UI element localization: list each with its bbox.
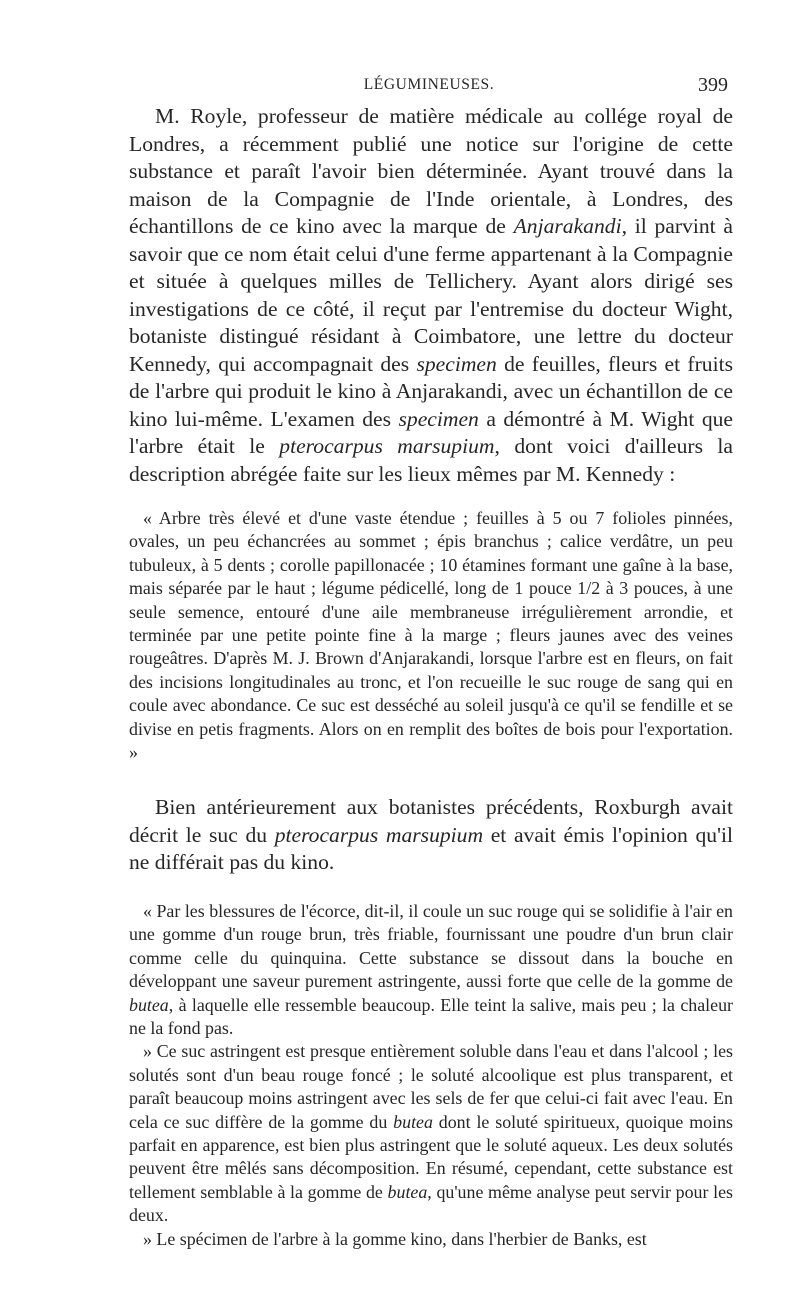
running-title: LÉGUMINEUSES. bbox=[363, 76, 495, 93]
text-run: , qu'une même analyse peut servir pour les deux. bbox=[129, 1181, 733, 1226]
paragraph-roxburgh bbox=[129, 794, 733, 877]
quote-roxburgh-solubility bbox=[129, 1040, 733, 1227]
italic-term: Anjarakandi bbox=[513, 214, 622, 238]
text-run: de feuilles, fleurs et fruits de l'arbre qui produit le kino à Anjarakandi, avec un échantillon de ce kino lui-même. L'examen des bbox=[129, 351, 733, 431]
text-run: M. Royle, professeur de matière médicale au collége royal de Londres, a récemment publié une notice sur l'origine de cette substance et paraît l'avoir bien déterminée. Ayant trouvé dans la maison de la Compagnie de l'Inde orientale, à Londres, des échantillons de ce kino avec la marque de bbox=[129, 104, 733, 238]
text-run: , dont voici d'ailleurs la description abrégée faite sur les lieux mêmes par M. Kennedy : bbox=[129, 434, 734, 486]
page-header bbox=[128, 74, 730, 104]
italic-term: butea bbox=[129, 994, 169, 1015]
quote-banks-herbarium: » Le spécimen de l'arbre à la gomme kino, dans l'herbier de Banks, est bbox=[143, 1228, 647, 1249]
quote-roxburgh-bark bbox=[129, 900, 733, 1040]
text-run: » Ce suc astringent est presque entièrement soluble dans l'eau et dans l'alcool ; les solutés sont d'un beau rouge foncé ; le soluté alcoolique est plus transparent, et paraît beaucoup moins astringent avec les sels de fer que celui-ci fait avec l'eau. En cela ce suc diffère de la gomme du bbox=[129, 1041, 733, 1132]
text-run: a démontré à M. Wight que l'arbre était le bbox=[129, 406, 733, 458]
text-run: , il parvint à savoir que ce nom était celui d'une ferme appartenant à la Compagnie et située à quelques milles de Tellichery. Ayant alors dirigé ses investigations de ce côté, il reçut par l'entremise du docteur Wight, botaniste distingué résidant à Coimbatore, une lettre du docteur Kennedy, qui accompagnait des bbox=[129, 214, 733, 376]
italic-term: specimen bbox=[416, 351, 497, 376]
italic-term: pterocarpus marsupium bbox=[274, 822, 484, 847]
page-number: 399 bbox=[698, 74, 728, 96]
body-text bbox=[129, 103, 733, 1251]
text-run: « Par les blessures de l'écorce, dit-il, il coule un suc rouge qui se solidifie à l'air en une gomme d'un rouge brun, très friable, fournissant une poudre d'un brun clair comme celle du quinquina. Cette substance se dissout dans la bouche en développant une saveur purement astringente, aussi forte que celle de la gomme de bbox=[129, 900, 733, 992]
paragraph-royle bbox=[129, 103, 733, 488]
italic-term: specimen bbox=[398, 406, 479, 431]
text-run: et avait émis l'opinion qu'il ne différait pas du kino. bbox=[129, 822, 733, 875]
text-run: , à laquelle elle ressemble beaucoup. Elle teint la salive, mais peu ; la chaleur ne la fond pas. bbox=[129, 994, 733, 1038]
quote-kennedy-description: « Arbre très élevé et d'une vaste étendue ; feuilles à 5 ou 7 folioles pinnées, ovales, un peu échancrées au sommet ; épis branchus ; calice verdâtre, un peu tubuleux, à 5 dents ; corolle papillonacée ; 10 étamines formant une gaîne à la base, mais séparée par le haut ; légume pédicellé, long de 1 pouce 1/2 à 3 pouces, à une seule semence, entouré d'une aile membraneuse irrégulièrement arrondie, et terminée par une petite pointe fine à la marge ; fleurs jaunes avec des veines rougeâtres. D'après M. J. Brown d'Anjarakandi, lorsque l'arbre est en fleurs, on fait des incisions longitudinales au tronc, et l'on recueille le suc rouge de sang qui en coule avec abondance. Ce suc est desséché au soleil jusqu'à ce qu'il se fendille et se divise en petis fragments. Alors on en remplit des boîtes de bois pour l'exportation. » bbox=[129, 508, 733, 763]
text-run: dont le soluté spiritueux, quoique moins parfait en apparence, est bien plus astringent que le soluté aqueux. Les deux solutés peuvent être mêlés sans décomposition. En résumé, cependant, cette substance est tellement semblable à la gomme de bbox=[129, 1111, 733, 1202]
italic-term: butea bbox=[393, 1111, 433, 1132]
italic-term: pterocarpus marsupium bbox=[279, 434, 495, 458]
text-run: Bien antérieurement aux botanistes précédents, Roxburgh avait décrit le suc du bbox=[129, 795, 733, 847]
italic-term: butea bbox=[387, 1181, 428, 1202]
